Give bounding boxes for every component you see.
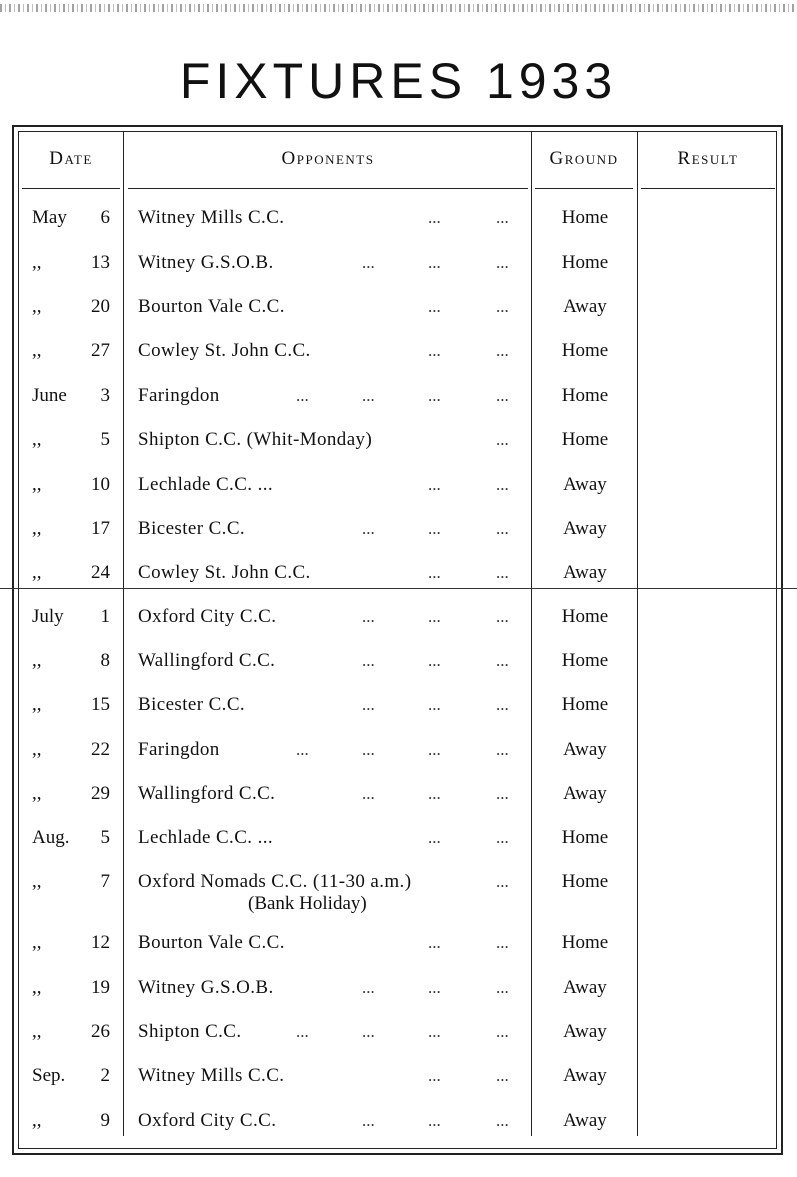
leader-dots: ... xyxy=(496,208,509,227)
fixture-opponent: Oxford City C.C. xyxy=(138,606,277,627)
fixture-ground: Away xyxy=(563,562,607,583)
fixture-ground: Home xyxy=(561,340,609,361)
header-rule-result xyxy=(641,188,775,189)
leader-dots: ... xyxy=(362,1111,375,1130)
leader-dots: ... xyxy=(428,740,441,759)
leader-dots: ... xyxy=(428,519,441,538)
leader-dots: ... xyxy=(428,475,441,494)
leader-dots: ... xyxy=(496,872,509,891)
fixture-day: 9 xyxy=(100,1110,110,1131)
fixture-day: 26 xyxy=(91,1021,110,1042)
fixture-opponent: Witney G.S.O.B. xyxy=(138,252,274,273)
fixture-month: July xyxy=(32,606,64,627)
header-rule-opponents xyxy=(128,188,528,189)
fixture-row xyxy=(0,648,797,678)
fixture-day: 1 xyxy=(100,606,110,627)
leader-dots: ... xyxy=(428,297,441,316)
header-rule-date xyxy=(22,188,120,189)
leader-dots: ... xyxy=(362,740,375,759)
leader-dots: ... xyxy=(428,1111,441,1130)
leader-dots: ... xyxy=(428,784,441,803)
leader-dots: ... xyxy=(496,1066,509,1085)
leader-dots: ... xyxy=(428,253,441,272)
fixture-row xyxy=(0,250,797,280)
fixture-day: 13 xyxy=(91,252,110,273)
header-ground: Ground xyxy=(549,148,619,169)
header-opponents: Opponents xyxy=(281,148,375,169)
leader-dots: ... xyxy=(496,607,509,626)
fixture-ground: Home xyxy=(561,429,609,450)
fixture-opponent: Cowley St. John C.C. xyxy=(138,562,311,583)
fixture-opponent: Wallingford C.C. xyxy=(138,650,276,671)
leader-dots: ... xyxy=(496,297,509,316)
fixture-opponent: Wallingford C.C. xyxy=(138,783,276,804)
fixture-ground: Away xyxy=(563,1065,607,1086)
leader-dots: ... xyxy=(296,386,309,405)
leader-dots: ... xyxy=(496,563,509,582)
leader-dots: ... xyxy=(296,1022,309,1041)
leader-dots: ... xyxy=(362,784,375,803)
fixture-ground: Home xyxy=(561,606,609,627)
fixture-month: ,, xyxy=(32,739,42,760)
scan-noise-top xyxy=(0,4,797,12)
leader-dots: ... xyxy=(496,430,509,449)
fixture-day: 19 xyxy=(91,977,110,998)
fixture-ground: Home xyxy=(561,207,609,228)
fixture-opponent: Lechlade C.C. ... xyxy=(138,474,274,495)
header-result: Result xyxy=(677,148,739,169)
fixture-opponent: Shipton C.C. xyxy=(138,1021,242,1042)
fixture-ground: Away xyxy=(563,739,607,760)
leader-dots: ... xyxy=(496,519,509,538)
fixture-month: ,, xyxy=(32,252,42,273)
fixture-ground: Home xyxy=(561,932,609,953)
leader-dots: ... xyxy=(496,695,509,714)
fixture-day: 10 xyxy=(91,474,110,495)
fixture-opponent: Bicester C.C. xyxy=(138,694,246,715)
fixture-month: ,, xyxy=(32,1021,42,1042)
fixture-day: 5 xyxy=(100,827,110,848)
fixture-opponent: Shipton C.C. (Whit-Monday) xyxy=(138,429,373,450)
leader-dots: ... xyxy=(362,978,375,997)
fixture-month: ,, xyxy=(32,340,42,361)
fixture-row xyxy=(0,560,797,590)
fixture-row xyxy=(0,1108,797,1138)
leader-dots: ... xyxy=(428,208,441,227)
fixture-row xyxy=(0,737,797,767)
leader-dots: ... xyxy=(496,386,509,405)
fixture-month: ,, xyxy=(32,650,42,671)
fixture-opponent: Bourton Vale C.C. xyxy=(138,296,285,317)
header-date: Date xyxy=(49,148,93,169)
fixture-opponent: Lechlade C.C. ... xyxy=(138,827,274,848)
leader-dots: ... xyxy=(428,607,441,626)
leader-dots: ... xyxy=(362,519,375,538)
fixture-day: 12 xyxy=(91,932,110,953)
leader-dots: ... xyxy=(428,828,441,847)
leader-dots: ... xyxy=(496,784,509,803)
fixture-row xyxy=(0,1019,797,1049)
leader-dots: ... xyxy=(362,386,375,405)
leader-dots: ... xyxy=(496,1022,509,1041)
fixture-day: 22 xyxy=(91,739,110,760)
fixture-row xyxy=(0,930,797,960)
fixture-month: ,, xyxy=(32,562,42,583)
fixture-opponent: Faringdon xyxy=(138,739,220,760)
leader-dots: ... xyxy=(496,828,509,847)
fixture-row xyxy=(0,781,797,811)
fixture-day: 29 xyxy=(91,783,110,804)
fixture-month: ,, xyxy=(32,871,42,892)
fixture-day: 15 xyxy=(91,694,110,715)
fixture-month: June xyxy=(32,385,67,406)
fixture-opponent: Witney G.S.O.B. xyxy=(138,977,274,998)
leader-dots: ... xyxy=(428,978,441,997)
page-title: FIXTURES 1933 xyxy=(179,53,618,109)
fixture-row xyxy=(0,604,797,634)
fixture-month: ,, xyxy=(32,932,42,953)
leader-dots: ... xyxy=(428,695,441,714)
fixture-day: 24 xyxy=(91,562,110,583)
fixture-month: ,, xyxy=(32,474,42,495)
fixture-month: ,, xyxy=(32,977,42,998)
fixture-month: ,, xyxy=(32,1110,42,1131)
fixture-row xyxy=(0,338,797,368)
leader-dots: ... xyxy=(428,386,441,405)
fixture-day: 6 xyxy=(100,207,110,228)
leader-dots: ... xyxy=(496,253,509,272)
fixture-ground: Away xyxy=(563,1021,607,1042)
fixture-row xyxy=(0,1063,797,1093)
fixture-day: 7 xyxy=(100,871,110,892)
leader-dots: ... xyxy=(496,341,509,360)
fixture-ground: Home xyxy=(561,252,609,273)
leader-dots: ... xyxy=(296,740,309,759)
fixture-ground: Away xyxy=(563,783,607,804)
fixture-row xyxy=(0,692,797,722)
fixture-month: Aug. xyxy=(32,827,70,848)
leader-dots: ... xyxy=(362,695,375,714)
fixture-month: ,, xyxy=(32,296,42,317)
fixture-day: 2 xyxy=(100,1065,110,1086)
header-rule-ground xyxy=(535,188,633,189)
fixture-day: 3 xyxy=(100,385,110,406)
fixture-row xyxy=(0,472,797,502)
fixture-day: 5 xyxy=(100,429,110,450)
fixture-row xyxy=(0,427,797,457)
fixture-opponent: Bourton Vale C.C. xyxy=(138,932,285,953)
fixture-ground: Away xyxy=(563,474,607,495)
fixture-row xyxy=(0,516,797,546)
fixture-row xyxy=(0,294,797,324)
fixture-ground: Away xyxy=(563,977,607,998)
fixture-month: Sep. xyxy=(32,1065,66,1086)
fixture-row xyxy=(0,975,797,1005)
leader-dots: ... xyxy=(428,1066,441,1085)
fixture-month: ,, xyxy=(32,694,42,715)
fixture-day: 20 xyxy=(91,296,110,317)
fixture-ground: Home xyxy=(561,385,609,406)
leader-dots: ... xyxy=(362,253,375,272)
leader-dots: ... xyxy=(496,1111,509,1130)
fixture-ground: Away xyxy=(563,518,607,539)
fixture-day: 17 xyxy=(91,518,110,539)
leader-dots: ... xyxy=(428,341,441,360)
fixture-month: ,, xyxy=(32,518,42,539)
fixture-opponent: Witney Mills C.C. xyxy=(138,1065,285,1086)
fixture-month: ,, xyxy=(32,783,42,804)
fixture-ground: Home xyxy=(561,871,609,892)
fixture-ground: Away xyxy=(563,296,607,317)
leader-dots: ... xyxy=(428,1022,441,1041)
fixture-opponent: Witney Mills C.C. xyxy=(138,207,285,228)
leader-dots: ... xyxy=(496,978,509,997)
fixture-opponent: Bicester C.C. xyxy=(138,518,246,539)
leader-dots: ... xyxy=(496,475,509,494)
fixture-opponent: Cowley St. John C.C. xyxy=(138,340,311,361)
leader-dots: ... xyxy=(428,933,441,952)
fixture-opponent: Faringdon xyxy=(138,385,220,406)
leader-dots: ... xyxy=(428,563,441,582)
fixture-row xyxy=(0,383,797,413)
leader-dots: ... xyxy=(428,651,441,670)
fixture-opponent: Oxford City C.C. xyxy=(138,1110,277,1131)
leader-dots: ... xyxy=(362,651,375,670)
fixture-ground: Home xyxy=(561,694,609,715)
fixture-opponent-note: (Bank Holiday) xyxy=(248,893,367,914)
leader-dots: ... xyxy=(496,651,509,670)
fixture-row xyxy=(0,205,797,235)
fixture-month: May xyxy=(32,207,67,228)
fixture-day: 8 xyxy=(100,650,110,671)
fixture-ground: Home xyxy=(561,650,609,671)
leader-dots: ... xyxy=(496,740,509,759)
fixture-row xyxy=(0,869,797,914)
fixture-month: ,, xyxy=(32,429,42,450)
fixture-ground: Away xyxy=(563,1110,607,1131)
fixture-ground: Home xyxy=(561,827,609,848)
fixture-row xyxy=(0,825,797,855)
fixture-opponent: Oxford Nomads C.C. (11-30 a.m.) xyxy=(138,871,412,892)
leader-dots: ... xyxy=(496,933,509,952)
leader-dots: ... xyxy=(362,607,375,626)
leader-dots: ... xyxy=(362,1022,375,1041)
fixture-day: 27 xyxy=(91,340,110,361)
